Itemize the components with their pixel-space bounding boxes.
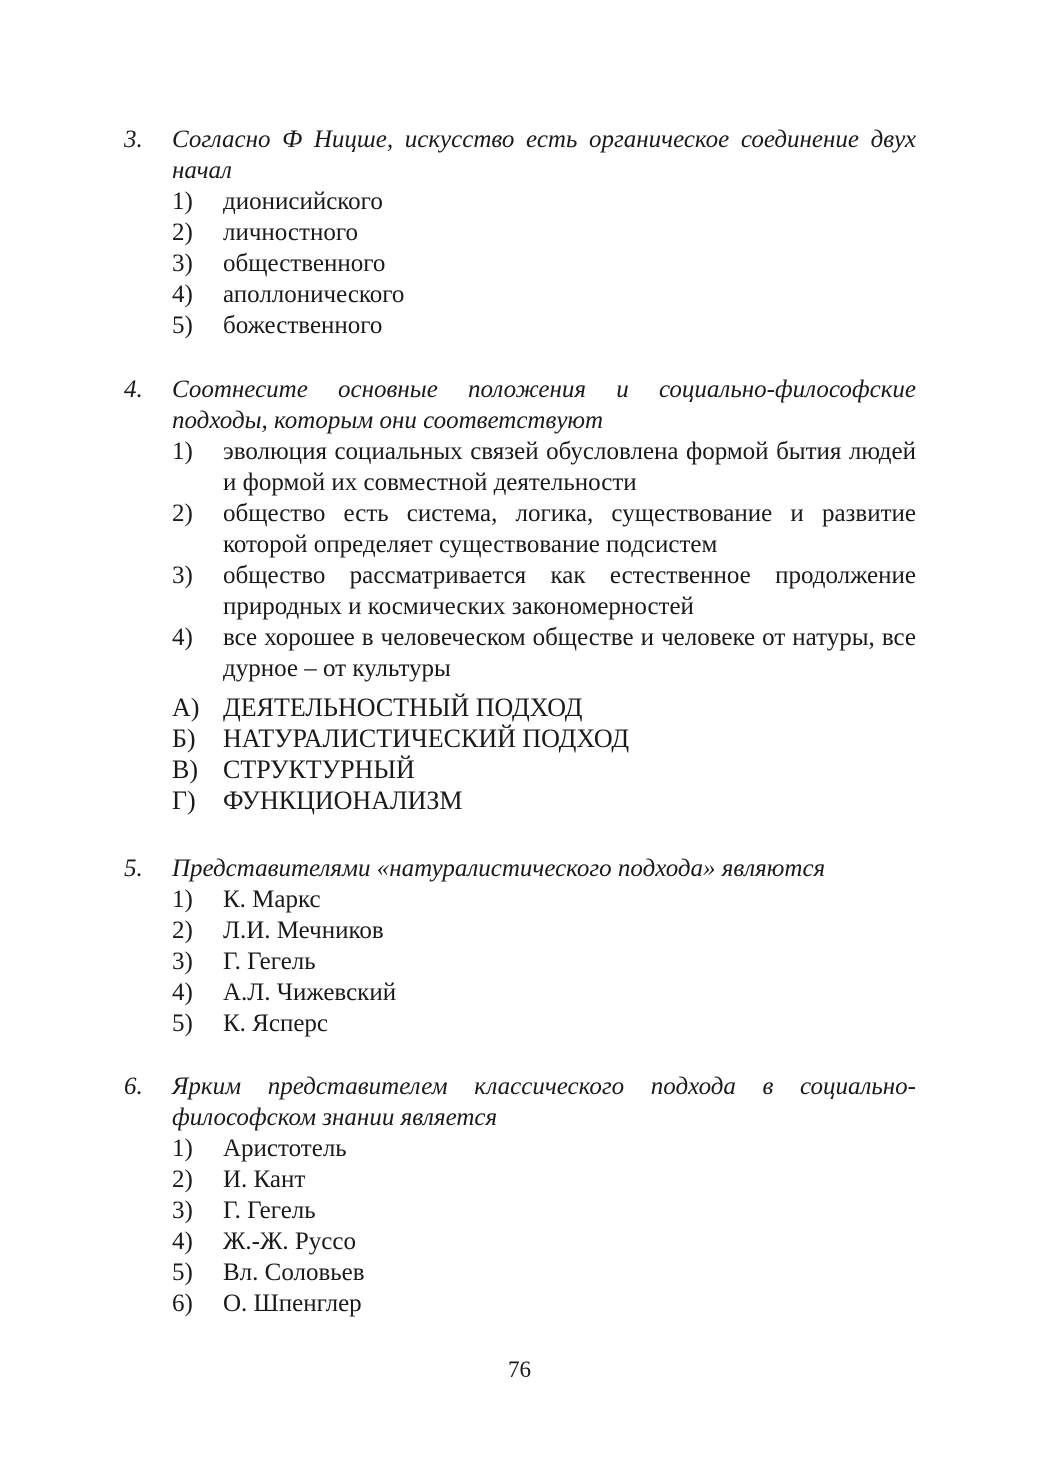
option-number: 2) xyxy=(172,917,193,944)
option-number: 5) xyxy=(172,1259,193,1286)
option-text: К. Ясперс xyxy=(223,1010,329,1037)
match-letter: Г) xyxy=(172,786,196,815)
match-text: СТРУКТУРНЫЙ xyxy=(223,755,415,784)
question-text xyxy=(124,853,916,884)
option-item xyxy=(124,560,916,622)
option-text: общество есть система, логика, существование и развитие которой определяет существование подсистем xyxy=(223,500,916,558)
option-item xyxy=(124,310,916,341)
option-item xyxy=(124,977,916,1008)
option-item xyxy=(124,1164,916,1195)
option-text: Ж.-Ж. Руссо xyxy=(223,1228,356,1255)
option-text: Л.И. Мечников xyxy=(223,917,384,944)
option-text: божественного xyxy=(223,312,383,339)
match-text: ФУНКЦИОНАЛИЗМ xyxy=(223,786,463,815)
option-text: все хорошее в человеческом обществе и человеке от натуры, все дурное – от культуры xyxy=(223,624,916,682)
question-5 xyxy=(124,853,916,1039)
match-letter: Б) xyxy=(172,724,196,753)
option-text: общество рассматривается как естественное продолжение природных и космических закономерностей xyxy=(223,562,916,620)
option-item xyxy=(124,1226,916,1257)
option-item xyxy=(124,1288,916,1319)
question-3 xyxy=(124,124,916,341)
match-letter: В) xyxy=(172,755,198,784)
question-4 xyxy=(124,374,916,816)
option-item xyxy=(124,884,916,915)
option-item xyxy=(124,946,916,977)
option-number: 4) xyxy=(172,979,193,1006)
option-item xyxy=(124,1195,916,1226)
option-number: 6) xyxy=(172,1290,193,1317)
option-text: личностного xyxy=(223,219,358,246)
option-number: 1) xyxy=(172,438,193,465)
question-text xyxy=(124,374,916,436)
option-text: А.Л. Чижевский xyxy=(223,979,397,1006)
option-number: 4) xyxy=(172,281,193,308)
match-item xyxy=(124,692,916,723)
match-letter: А) xyxy=(172,693,200,722)
option-item xyxy=(124,498,916,560)
option-text: К. Маркс xyxy=(223,886,321,913)
page-number: 76 xyxy=(508,1357,531,1382)
question-prompt: Соотнесите основные положения и социально-философские подходы, которым они соответствуют xyxy=(172,376,916,434)
question-number: 6. xyxy=(124,1073,143,1100)
option-item xyxy=(124,279,916,310)
option-text: дионисийского xyxy=(223,188,383,215)
match-item xyxy=(124,723,916,754)
match-text: НАТУРАЛИСТИЧЕСКИЙ ПОДХОД xyxy=(223,724,630,753)
option-item xyxy=(124,186,916,217)
option-item xyxy=(124,1008,916,1039)
option-number: 1) xyxy=(172,1135,193,1162)
match-item xyxy=(124,754,916,785)
question-number: 4. xyxy=(124,376,143,403)
option-text: аполлонического xyxy=(223,281,405,308)
option-number: 1) xyxy=(172,188,193,215)
option-item xyxy=(124,436,916,498)
option-item xyxy=(124,915,916,946)
option-item xyxy=(124,622,916,684)
question-number: 5. xyxy=(124,855,143,882)
option-number: 1) xyxy=(172,886,193,913)
option-number: 2) xyxy=(172,219,193,246)
match-text: ДЕЯТЕЛЬНОСТНЫЙ ПОДХОД xyxy=(223,693,583,722)
option-text: Аристотель xyxy=(223,1135,347,1162)
question-prompt: Ярким представителем классического подхода в социально-философском знании является xyxy=(172,1073,916,1131)
question-prompt: Представителями «натуралистического подхода» являются xyxy=(172,855,826,882)
option-text: О. Шпенглер xyxy=(223,1290,362,1317)
option-item xyxy=(124,1133,916,1164)
option-number: 3) xyxy=(172,250,193,277)
match-item xyxy=(124,785,916,816)
question-number: 3. xyxy=(124,126,143,153)
option-number: 4) xyxy=(172,1228,193,1255)
option-number: 3) xyxy=(172,948,193,975)
option-item xyxy=(124,248,916,279)
option-text: Г. Гегель xyxy=(223,1197,316,1224)
option-number: 2) xyxy=(172,500,193,527)
option-number: 3) xyxy=(172,562,193,589)
match-list xyxy=(124,692,916,816)
option-text: Г. Гегель xyxy=(223,948,316,975)
option-text: Вл. Соловьев xyxy=(223,1259,365,1286)
question-text xyxy=(124,1071,916,1133)
option-number: 5) xyxy=(172,1010,193,1037)
option-text: общественного xyxy=(223,250,386,277)
option-text: И. Кант xyxy=(223,1166,306,1193)
option-number: 3) xyxy=(172,1197,193,1224)
option-text: эволюция социальных связей обусловлена формой бытия людей и формой их совместной деятельности xyxy=(223,438,916,496)
question-prompt: Согласно Ф Ницше, искусство есть органическое соединение двух начал xyxy=(172,126,916,184)
option-number: 2) xyxy=(172,1166,193,1193)
option-number: 5) xyxy=(172,312,193,339)
question-6 xyxy=(124,1071,916,1319)
option-item xyxy=(124,217,916,248)
question-text xyxy=(124,124,916,186)
option-item xyxy=(124,1257,916,1288)
option-number: 4) xyxy=(172,624,193,651)
